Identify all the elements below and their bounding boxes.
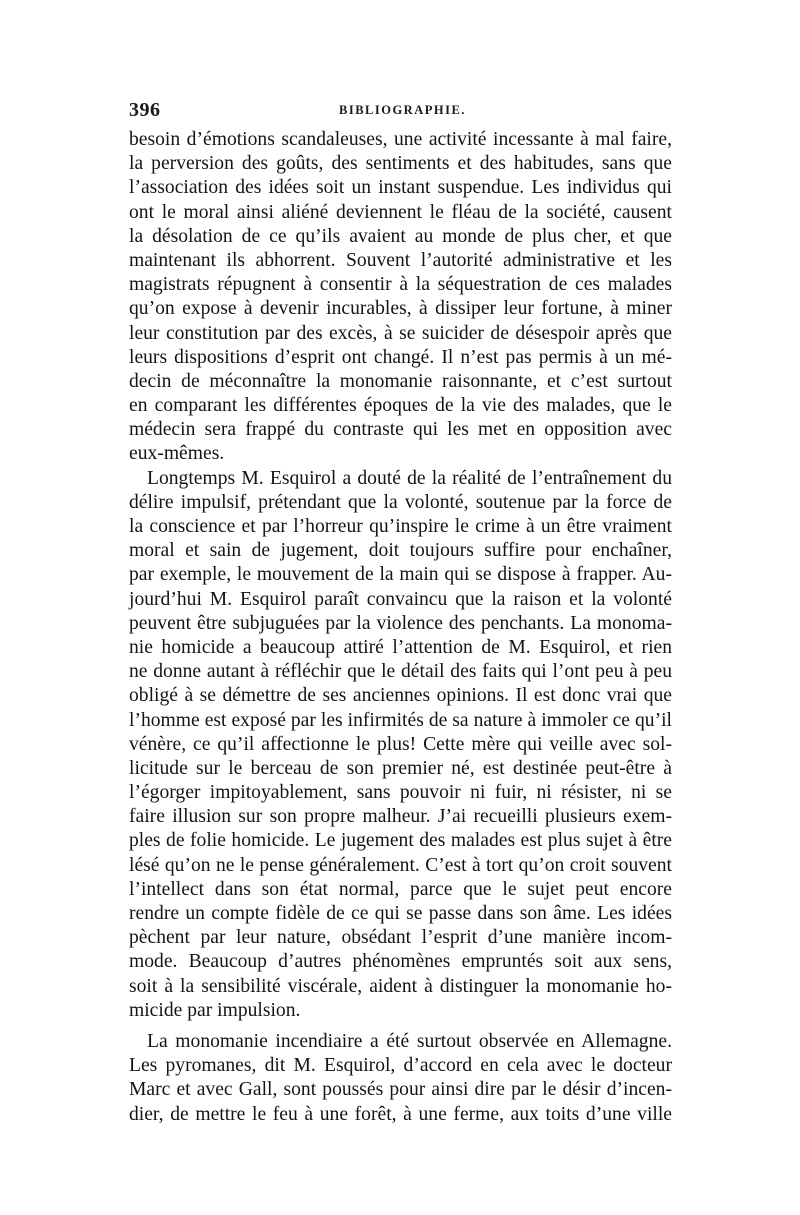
text-line: decin de méconnaître la monomanie raisonnante, et c’est surtout	[129, 370, 672, 392]
body-text	[129, 128, 672, 1127]
text-line: médecin sera frappé du contraste qui les met en opposition avec	[129, 419, 672, 441]
text-line: la conscience et par l’horreur qu’inspire le crime à un être vraiment	[129, 516, 672, 537]
text-line: ples de folie homicide. Le jugement des malades est plus sujet à être	[129, 830, 672, 852]
paragraph-2	[129, 467, 672, 1023]
text-line: maintenant ils abhorrent. Souvent l’autorité administrative et les	[129, 249, 672, 271]
text-line: peuvent être subjuguées par la violence des penchants. La monoma-	[129, 612, 672, 634]
text-line: moral et sain de jugement, doit toujours suffire pour enchaîner,	[129, 540, 672, 562]
text-line: La monomanie incendiaire a été surtout observée en Allemagne.	[147, 1030, 672, 1052]
text-line: nie homicide a beaucoup attiré l’attention de M. Esquirol, et rien	[129, 636, 672, 658]
text-line: leur constitution par des excès, à se suicider de désespoir après que	[129, 322, 672, 344]
text-line: vénère, ce qu’il affectionne le plus! Cette mère qui veille avec sol-	[129, 733, 672, 755]
text-line: dier, de mettre le feu à une forêt, à une ferme, aux toits d’une ville	[129, 1103, 672, 1125]
text-line: magistrats répugnent à consentir à la séquestration de ces malades	[129, 274, 672, 296]
text-line: l’égorger impitoyablement, sans pouvoir ni fuir, ni résister, ni se	[129, 782, 672, 804]
text-line: délire impulsif, prétendant que la volonté, soutenue par la force de	[129, 491, 672, 513]
page-number: 396	[129, 99, 161, 121]
text-line: besoin d’émotions scandaleuses, une activité incessante à mal faire,	[129, 129, 672, 150]
text-line: l’homme est exposé par les infirmités de sa nature à immoler ce qu’il	[129, 709, 672, 731]
text-line: qu’on expose à devenir incurables, à dissiper leur fortune, à miner	[129, 298, 672, 320]
text-line: en comparant les différentes époques de la vie des malades, que le	[129, 395, 672, 417]
text-line: soit à la sensibilité viscérale, aident à distinguer la monomanie ho-	[129, 975, 672, 997]
text-line: mode. Beaucoup d’autres phénomènes empruntés soit aux sens,	[129, 951, 672, 973]
text-line: par exemple, le mouvement de la main qui se dispose à frapper. Au-	[129, 564, 672, 586]
text-line: l’association des idées soit un instant suspendue. Les individus qui	[129, 177, 672, 199]
text-line: la désolation de ce qu’ils avaient au monde de plus cher, et que	[129, 225, 672, 247]
text-line: licitude sur le berceau de son premier né, est destinée peut-être à	[129, 757, 672, 779]
paragraph-3	[129, 1030, 672, 1127]
text-line: l’intellect dans son état normal, parce que le sujet peut encore	[129, 878, 672, 900]
page-header	[129, 99, 669, 123]
text-line: leurs dispositions d’esprit ont changé. Il n’est pas permis à un mé-	[129, 346, 672, 368]
text-line: Les pyromanes, dit M. Esquirol, d’accord en cela avec le docteur	[129, 1055, 672, 1077]
text-line: rendre un compte fidèle de ce qui se passe dans son âme. Les idées	[129, 903, 672, 924]
text-line: eux-mêmes.	[129, 443, 225, 465]
text-line: micide par impulsion.	[129, 999, 301, 1021]
text-line: Marc et avec Gall, sont poussés pour ainsi dire par le désir d’incen-	[129, 1079, 672, 1101]
text-line: ont le moral ainsi aliéné deviennent le fléau de la société, causent	[129, 201, 672, 223]
text-line: lésé qu’on ne le pense généralement. C’est à tort qu’on croit souvent	[129, 854, 672, 876]
text-line: Longtemps M. Esquirol a douté de la réalité de l’entraînement du	[147, 467, 672, 489]
text-line: ne donne autant à réfléchir que le détail des faits qui l’ont peu à peu	[129, 661, 672, 683]
text-line: jourd’hui M. Esquirol paraît convaincu que la raison et la volonté	[129, 588, 672, 610]
paragraph-1	[129, 128, 672, 467]
text-line: faire illusion sur son propre malheur. J’ai recueilli plusieurs exem-	[129, 806, 672, 828]
text-line: la perversion des goûts, des sentiments et des habitudes, sans que	[129, 153, 672, 175]
text-line: obligé à se démettre de ses anciennes opinions. Il est donc vrai que	[129, 685, 672, 707]
running-head: BIBLIOGRAPHIE.	[339, 103, 466, 117]
text-line: pèchent par leur nature, obsédant l’esprit d’une manière incom-	[129, 927, 672, 949]
